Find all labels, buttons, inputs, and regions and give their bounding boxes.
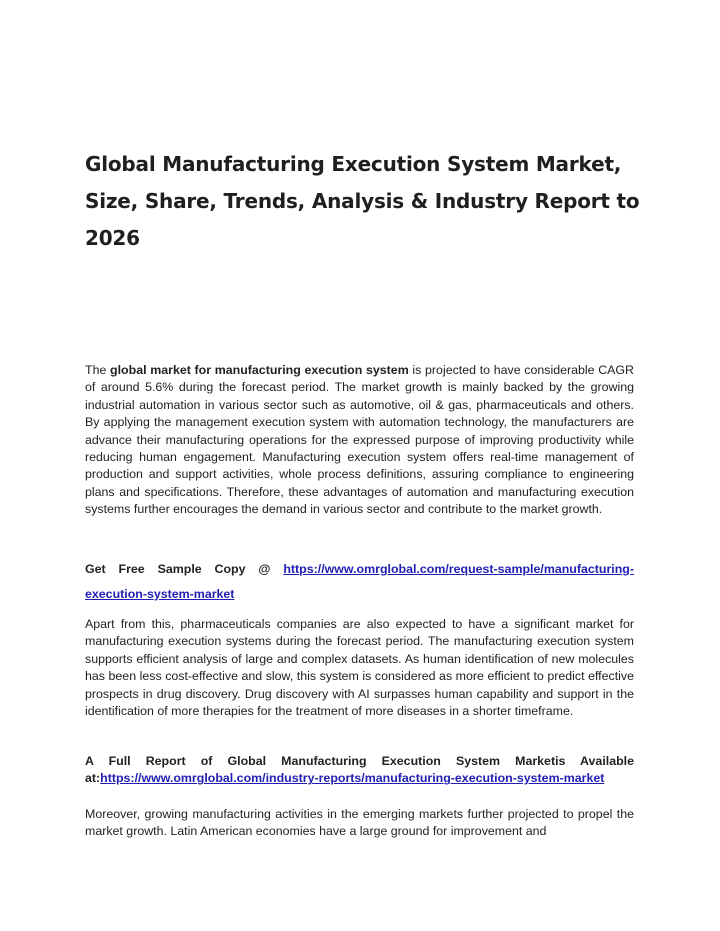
intro-rest: is projected to have considerable CAGR of around 5.6% during the forecast period. The market growth is mainly backed by the growing industrial automation in various sector such as automotive, oil & gas, pharmaceuticals and others. By applying the management execution system with automation technology, the manufacturers are advance their manufacturing operations for the expressed purpose of improving productivity while reducing human engagement. Manufacturing execution system offers real-time management of production and support activities, whole process definitions, assuring compliance to engineering plans and specifications. Therefore, these advantages of automation and manufacturing execution systems further encourages the demand in various sector and contribute to the market growth. xyxy=(85,363,635,517)
intro-paragraph xyxy=(85,362,634,519)
document-title: Global Manufacturing Execution System Market, Size, Share, Trends, Analysis & Industry Report to 2026 xyxy=(85,152,640,250)
intro-bold-phrase: global market for manufacturing execution system xyxy=(110,363,409,377)
full-report-link[interactable]: https://www.omrglobal.com/industry-reports/manufacturing-execution-system-market xyxy=(100,771,605,786)
intro-lead: The xyxy=(85,363,111,377)
full-report-label: A Full Report of Global Manufacturing Execution System Marketis Available at: xyxy=(85,754,634,786)
emerging-markets-paragraph: Moreover, growing manufacturing activities in the emerging markets further projected to propel the market growth. Latin American economies have a large ground for improvement and xyxy=(85,807,634,839)
full-report-line xyxy=(85,753,634,788)
pharma-paragraph: Apart from this, pharmaceuticals companies are also expected to have a significant market for manufacturing execution systems during the forecast period. The manufacturing execution system supports efficient analysis of large and complex datasets. As human identification of new molecules has been less cost-effective and slow, this system is considered as more efficient to predict effective prospects in drug discovery. Drug discovery with AI surpasses human capability and support in the identification of more therapies for the treatment of more diseases in a shorter timeframe. xyxy=(85,617,634,719)
sample-copy-label: Get Free Sample Copy @ xyxy=(85,562,284,576)
sample-copy-line xyxy=(85,557,634,607)
sample-copy-link[interactable]: https://www.omrglobal.com/request-sample/manufacturing-execution-system-market xyxy=(85,562,634,601)
